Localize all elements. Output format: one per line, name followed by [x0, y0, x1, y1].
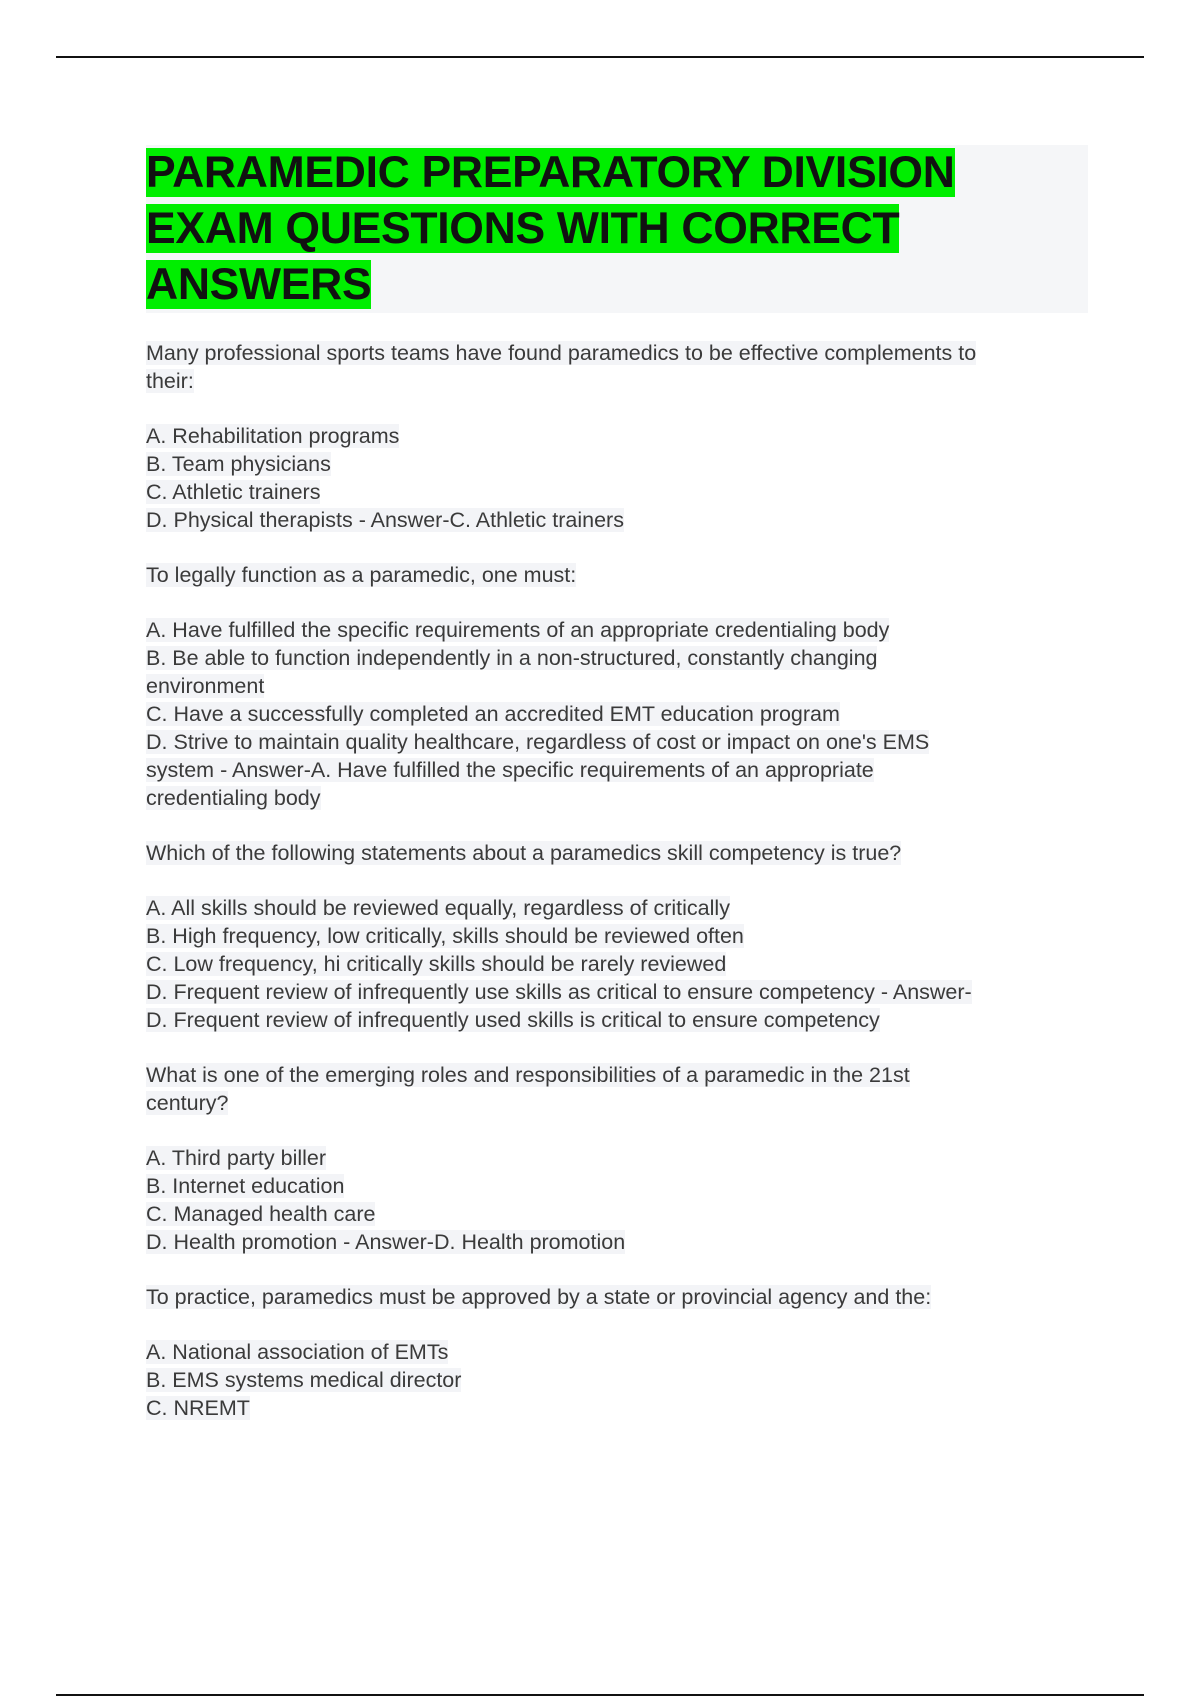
- answer-option: B. High frequency, low critically, skills should be reviewed often: [146, 924, 744, 948]
- document-title: [146, 145, 1088, 313]
- question-block: [146, 839, 1088, 1034]
- answer-option: environment: [146, 674, 265, 698]
- bottom-rule: [56, 1694, 1144, 1696]
- question-text: To practice, paramedics must be approved by a state or provincial agency and the:: [146, 1285, 932, 1309]
- question-text: What is one of the emerging roles and responsibilities of a paramedic in the 21st: [146, 1063, 910, 1087]
- answer-option: C. Athletic trainers: [146, 480, 321, 504]
- title-block: [146, 145, 1088, 313]
- title-line: EXAM QUESTIONS WITH CORRECT: [146, 204, 900, 253]
- answer-option: B. EMS systems medical director: [146, 1368, 462, 1392]
- question-text: Which of the following statements about a paramedics skill competency is true?: [146, 841, 902, 865]
- title-line: ANSWERS: [146, 260, 372, 309]
- question-block: [146, 1061, 1088, 1256]
- answer-option: B. Internet education: [146, 1174, 345, 1198]
- answer-option: D. Strive to maintain quality healthcare, regardless of cost or impact on one's EMS: [146, 730, 930, 754]
- answer-option: A. National association of EMTs: [146, 1340, 449, 1364]
- answer-option: A. Third party biller: [146, 1146, 327, 1170]
- answer-option: system - Answer-A. Have fulfilled the specific requirements of an appropriate: [146, 758, 874, 782]
- answer-option: C. Have a successfully completed an accredited EMT education program: [146, 702, 840, 726]
- answer-option: credentialing body: [146, 786, 321, 810]
- answer-option: D. Physical therapists - Answer-C. Athletic trainers: [146, 508, 624, 532]
- answer-option: A. Have fulfilled the specific requirements of an appropriate credentialing body: [146, 618, 890, 642]
- answer-option: D. Health promotion - Answer-D. Health promotion: [146, 1230, 626, 1254]
- question-text: century?: [146, 1091, 229, 1115]
- question-block: [146, 1283, 1088, 1422]
- document-body: [146, 145, 1088, 1422]
- title-line: PARAMEDIC PREPARATORY DIVISION: [146, 148, 955, 197]
- question-block: [146, 339, 1088, 534]
- answer-option: D. Frequent review of infrequently use skills as critical to ensure competency - Answer-: [146, 980, 972, 1004]
- answer-option: C. Low frequency, hi critically skills should be rarely reviewed: [146, 952, 727, 976]
- question-text: Many professional sports teams have found paramedics to be effective complements to: [146, 341, 977, 365]
- answer-option: C. Managed health care: [146, 1202, 376, 1226]
- top-rule: [56, 56, 1144, 58]
- answer-option: B. Be able to function independently in a non-structured, constantly changing: [146, 646, 878, 670]
- answer-option: C. NREMT: [146, 1396, 250, 1420]
- question-block: [146, 561, 1088, 812]
- answer-option: A. All skills should be reviewed equally, regardless of critically: [146, 896, 730, 920]
- answer-option: B. Team physicians: [146, 452, 331, 476]
- question-text: To legally function as a paramedic, one must:: [146, 563, 577, 587]
- question-text: their:: [146, 369, 194, 393]
- answer-option: A. Rehabilitation programs: [146, 424, 400, 448]
- answer-option: D. Frequent review of infrequently used skills is critical to ensure competency: [146, 1008, 880, 1032]
